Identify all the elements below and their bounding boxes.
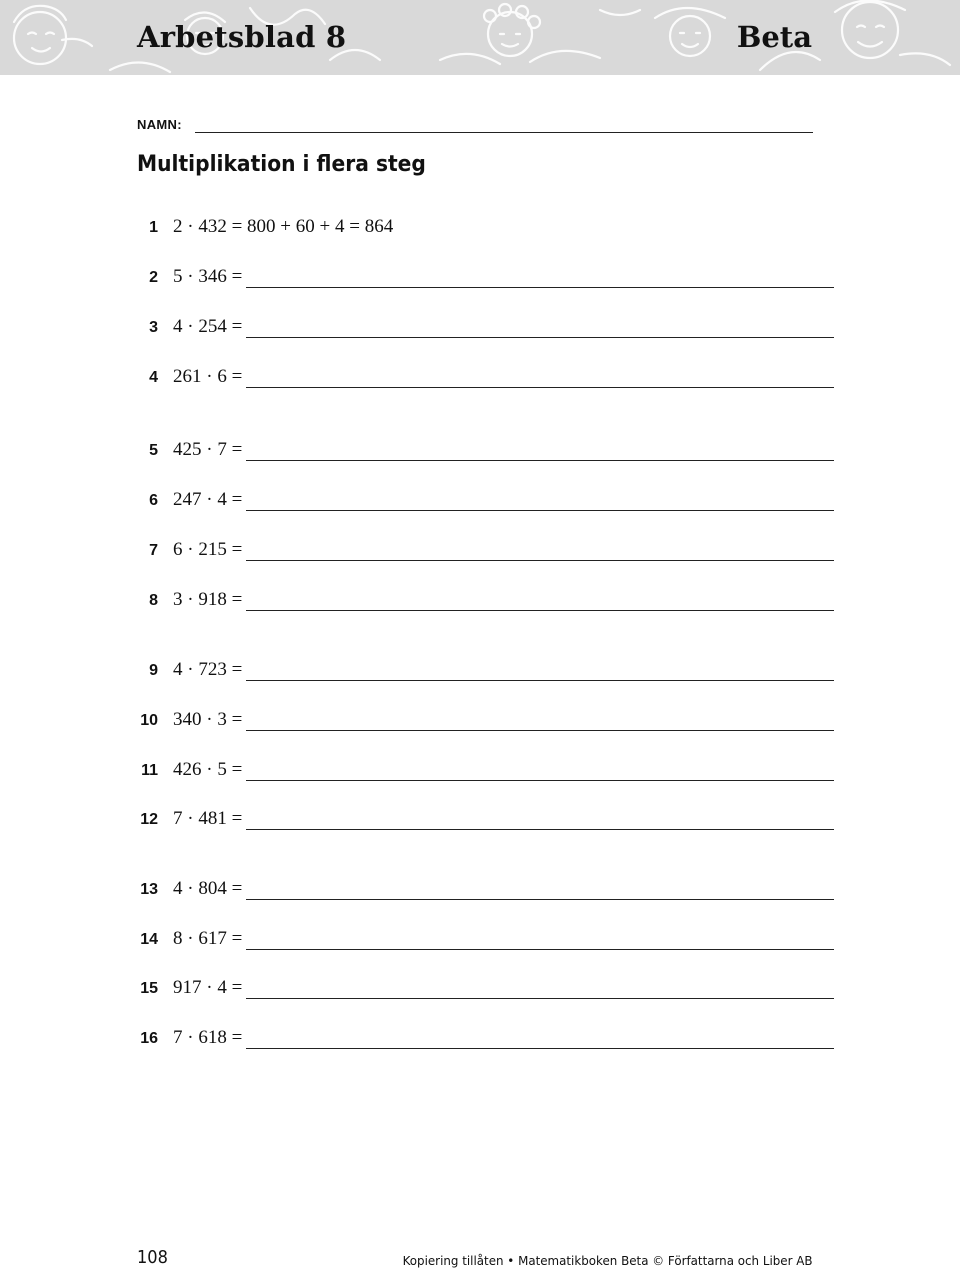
answer-line[interactable] (246, 998, 834, 999)
task-row (0, 437, 960, 467)
task-row (0, 657, 960, 687)
task-expression: 4 · 723 = (173, 659, 243, 680)
page-heading: Multiplikation i flera steg (137, 152, 426, 177)
task-row (0, 806, 960, 836)
task-expression: 261 · 6 = (173, 366, 243, 387)
task-number: 15 (140, 980, 158, 997)
answer-line[interactable] (246, 1048, 834, 1049)
task-expression: 6 · 215 = (173, 539, 243, 560)
task-number: 3 (149, 319, 158, 336)
task-row (0, 707, 960, 737)
answer-line[interactable] (246, 387, 834, 388)
task-number: 12 (140, 811, 158, 828)
book-name: Beta (736, 20, 812, 54)
task-row (0, 926, 960, 956)
answer-line[interactable] (246, 899, 834, 900)
task-expression: 425 · 7 = (173, 439, 243, 460)
task-number: 5 (149, 442, 158, 459)
task-row (0, 364, 960, 394)
task-expression: 426 · 5 = (173, 759, 243, 780)
task-number: 11 (141, 762, 158, 779)
name-label: NAMN: (137, 117, 182, 132)
task-row (0, 587, 960, 617)
task-expression: 4 · 804 = (173, 878, 243, 899)
task-row (0, 1025, 960, 1055)
task-expression: 2 · 432 = 800 + 60 + 4 = 864 (173, 216, 394, 237)
answer-line[interactable] (246, 949, 834, 950)
task-expression: 917 · 4 = (173, 977, 243, 998)
task-row (0, 487, 960, 517)
worksheet-title: Arbetsblad 8 (137, 20, 347, 54)
task-row (0, 314, 960, 344)
answer-line[interactable] (246, 680, 834, 681)
task-number: 9 (149, 662, 158, 679)
answer-line[interactable] (246, 560, 834, 561)
task-number: 10 (140, 712, 158, 729)
task-number: 7 (149, 542, 158, 559)
task-number: 6 (149, 492, 158, 509)
task-number: 8 (149, 592, 158, 609)
task-expression: 3 · 918 = (173, 589, 243, 610)
answer-line[interactable] (246, 610, 834, 611)
copyright-notice: Kopiering tillåten • Matematikboken Beta © Författarna och Liber AB (403, 1253, 813, 1268)
task-number: 14 (140, 931, 158, 948)
answer-line[interactable] (246, 730, 834, 731)
answer-line[interactable] (246, 510, 834, 511)
page-number: 108 (137, 1247, 168, 1268)
task-number: 1 (149, 219, 158, 236)
task-row (0, 264, 960, 294)
task-expression: 8 · 617 = (173, 928, 243, 949)
task-row (0, 537, 960, 567)
task-expression: 7 · 618 = (173, 1027, 243, 1048)
task-row (0, 876, 960, 906)
task-expression: 7 · 481 = (173, 808, 243, 829)
answer-line[interactable] (246, 780, 834, 781)
answer-line[interactable] (246, 287, 834, 288)
task-row (0, 975, 960, 1005)
answer-line[interactable] (246, 829, 834, 830)
task-expression: 340 · 3 = (173, 709, 243, 730)
task-expression: 247 · 4 = (173, 489, 243, 510)
task-row (0, 214, 960, 244)
task-row (0, 757, 960, 787)
task-expression: 5 · 346 = (173, 266, 243, 287)
answer-line[interactable] (246, 337, 834, 338)
answer-line[interactable] (246, 460, 834, 461)
task-number: 13 (140, 881, 158, 898)
task-expression: 4 · 254 = (173, 316, 243, 337)
task-number: 16 (140, 1030, 158, 1047)
task-number: 4 (149, 369, 158, 386)
task-number: 2 (149, 269, 158, 286)
